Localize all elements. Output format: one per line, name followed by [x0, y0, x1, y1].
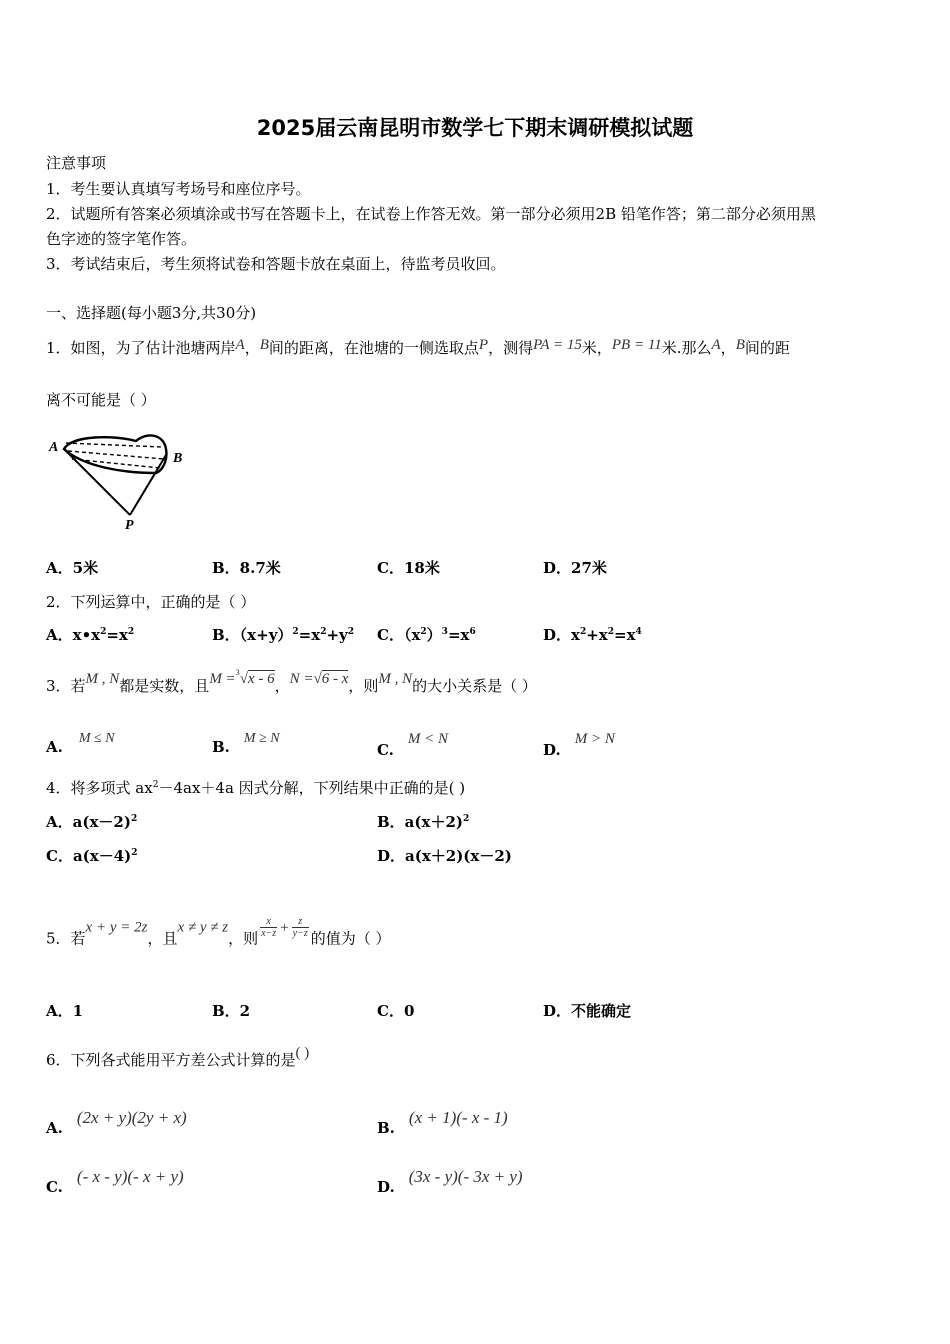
- q4-option-d[interactable]: D．a(x＋2)(x－2): [377, 847, 512, 865]
- q2-option-a[interactable]: A．$x•x^2=x^2$: [46, 626, 135, 644]
- notice-item-1: 1．考生要认真填写考场号和座位序号。: [46, 180, 311, 198]
- q6-option-b[interactable]: B.(x + 1)(- x - 1): [377, 1108, 508, 1137]
- q1-option-d[interactable]: D．27米: [543, 559, 607, 577]
- question-2-stem: 2．下列运算中，正确的是（ ）: [46, 593, 256, 611]
- q5-option-d[interactable]: D．不能确定: [543, 1002, 632, 1020]
- q1-option-a[interactable]: A．5米: [46, 559, 99, 577]
- q6-option-a[interactable]: A.(2x + y)(2y + x): [46, 1108, 187, 1137]
- page-title: 2025届云南昆明市数学七下期末调研模拟试题: [256, 116, 694, 140]
- pond-dash-2: [68, 451, 164, 459]
- question-5-stem: 5．若x + y = 2z，且x ≠ y ≠ z，则 $\frac{x}{x-z}$ + $\frac{z}{y-z}$ 的值为（ ）: [46, 916, 391, 948]
- q3-option-d[interactable]: D.M > N: [543, 731, 615, 759]
- pond-dash-1: [66, 443, 162, 447]
- q2-option-d[interactable]: D．$x^2+x^2=x^4$: [543, 626, 642, 644]
- figure-label-p: P: [125, 518, 134, 533]
- figure-label-a: A: [49, 440, 59, 455]
- q6-option-c[interactable]: C.(- x - y)(- x + y): [46, 1167, 184, 1196]
- notice-item-2: 2．试题所有答案必须填涂或书写在答题卡上，在试卷上作答无效。第一部分必须用2B 铅笔作答；第二部分必须用黑: [46, 205, 816, 223]
- question-3-stem: 3．若M , N都是实数，且M =$^3$√x - 6，N =√6 - x，则M , N的大小关系是（ ）: [46, 668, 537, 695]
- q1-option-b[interactable]: B．8.7米: [212, 559, 281, 577]
- q3-option-c[interactable]: C.M < N: [377, 731, 449, 759]
- segment-pb: [130, 455, 166, 515]
- q6-option-d[interactable]: D.(3x - y)(- 3x + y): [377, 1167, 523, 1196]
- notice-item-3: 3．考试结束后，考生须将试卷和答题卡放在桌面上，待监考员收回。: [46, 255, 506, 273]
- q5-option-c[interactable]: C．0: [377, 1002, 415, 1020]
- q1-option-c[interactable]: C．18米: [377, 559, 440, 577]
- question-1-line-1: 1．如图，为了估计池塘两岸A，B间的距离，在池塘的一侧选取点P，测得PA = 15米，PB = 11米.那么A，B间的距: [46, 337, 790, 357]
- q4-option-c[interactable]: C．$a(x-4)^2$: [46, 847, 138, 865]
- q4-option-b[interactable]: B．$a(x+2)^2$: [377, 813, 470, 831]
- q3-option-b[interactable]: B. M ≥ N: [212, 731, 280, 756]
- q2-option-b[interactable]: B．$(x+y)^2=x^2+y^2$: [212, 626, 355, 644]
- question-6-stem: 6．下列各式能用平方差公式计算的是( ): [46, 1045, 310, 1069]
- notice-heading: 注意事项: [46, 154, 107, 172]
- q5-option-b[interactable]: B．2: [212, 1002, 251, 1020]
- notice-item-2-cont: 色字迹的签字笔作答。: [46, 230, 197, 248]
- pond-figure: [44, 425, 194, 535]
- q5-option-a[interactable]: A．1: [46, 1002, 84, 1020]
- segment-pa: [64, 449, 130, 515]
- section-heading: 一、选择题(每小题3分,共30分): [46, 304, 257, 322]
- figure-label-b: B: [173, 451, 183, 466]
- q2-option-c[interactable]: C．$(x^2)^3=x^6$: [377, 626, 476, 644]
- question-1-line-2: 离不可能是（ ）: [46, 391, 156, 409]
- q4-option-a[interactable]: A．$a(x-2)^2$: [46, 813, 138, 831]
- question-4-stem: 4．将多项式 $ax^2-4ax+4a$ 因式分解，下列结果中正确的是( ): [46, 779, 466, 797]
- q3-option-a[interactable]: A. M ≤ N: [46, 731, 115, 756]
